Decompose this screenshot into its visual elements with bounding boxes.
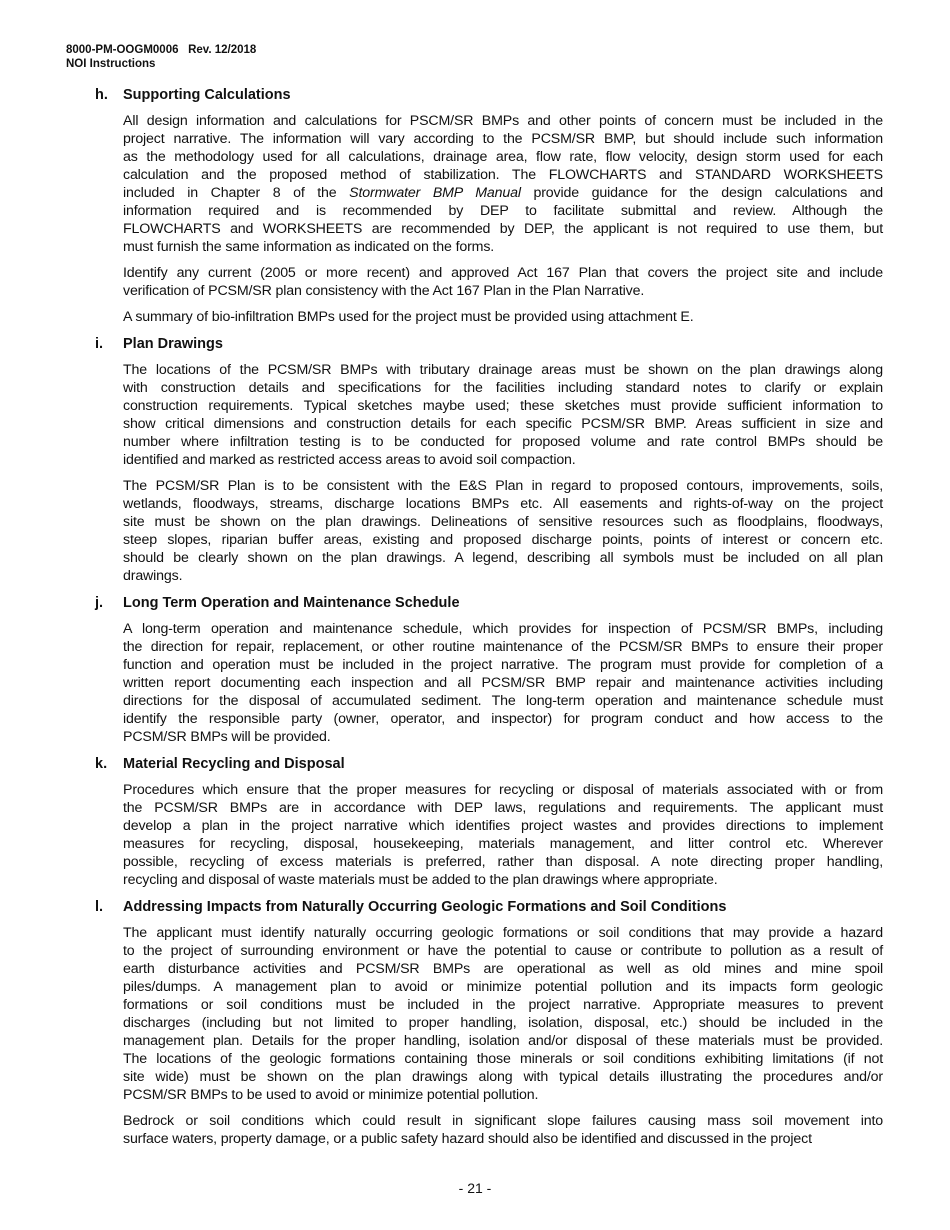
text-line: written report documenting each inspection and all PCSM/SR BMP repair and maintenance activities including <box>123 675 883 691</box>
text-line: to the project of surrounding environment or have the potential to cause or contribute to pollution as a result of <box>123 943 883 959</box>
section-title: Plan Drawings <box>123 336 223 352</box>
text-line: as the methodology used for all calculations, drainage area, flow rate, flow velocity, design storm used for each <box>123 149 883 165</box>
section-k <box>95 754 883 889</box>
paragraph <box>123 1112 883 1148</box>
paragraph <box>123 924 883 1104</box>
section-heading <box>95 897 883 917</box>
text-line: discharges (including but not limited to proper handling, isolation, disposal, etc.) should be included in the <box>123 1015 883 1031</box>
page-number: - 21 - <box>458 1180 492 1196</box>
text-line: steep slopes, riparian buffer areas, existing and proposed discharge points, points of interest or concern etc. <box>123 532 883 548</box>
section-letter: k. <box>95 756 108 772</box>
text-line: FLOWCHARTS and WORKSHEETS are recommended by DEP, the applicant is not required to use them, but <box>123 221 883 237</box>
text-line: measures for recycling, disposal, housekeeping, materials management, and litter control etc. Wherever <box>123 836 883 852</box>
text-line: should be clearly shown on the plan drawings. A legend, describing all symbols must be included on all plan <box>123 550 883 566</box>
section-heading <box>95 593 883 613</box>
doc-id: 8000-PM-OOGM0006 <box>66 44 179 56</box>
section-j <box>95 593 883 746</box>
text-line: The locations of the PCSM/SR BMPs with tributary drainage areas must be shown on the plan drawings along <box>123 362 883 378</box>
text-line: management plan. Details for the proper handling, isolation and/or disposal of these materials must be provided. <box>123 1033 883 1049</box>
section-l <box>95 897 883 1148</box>
section-heading <box>95 754 883 774</box>
text-line: PCSM/SR BMPs will be provided. <box>123 729 331 745</box>
text-line: number where infiltration testing is to be conducted for proposed volume and rate control BMPs should be <box>123 434 883 450</box>
text-line: A long-term operation and maintenance schedule, which provides for inspection of PCSM/SR BMPs, including <box>123 621 883 637</box>
paragraph <box>123 781 883 889</box>
text-line: the PCSM/SR BMPs are in accordance with DEP laws, regulations and requirements. The applicant must <box>123 800 883 816</box>
revision: Rev. 12/2018 <box>188 44 257 56</box>
section-body <box>123 781 883 889</box>
section-i <box>95 334 883 585</box>
text-line: site wide) must be shown on the plan drawings along with typical details illustrating the procedures and/or <box>123 1069 883 1085</box>
section-title: Long Term Operation and Maintenance Schedule <box>123 595 460 611</box>
text-line: information required and is recommended by DEP to facilitate submittal and review. Although the <box>123 203 883 219</box>
text-line: A summary of bio-infiltration BMPs used for the project must be provided using attachment E. <box>123 309 694 325</box>
section-title: Material Recycling and Disposal <box>123 756 345 772</box>
text-line: piles/dumps. A management plan to avoid or minimize potential pollution and its impacts form geologic <box>123 979 883 995</box>
section-heading <box>95 85 883 105</box>
text-segment: provide guidance for the design calculations and <box>520 185 883 201</box>
text-line: verification of PCSM/SR plan consistency with the Act 167 Plan in the Plan Narrative. <box>123 283 645 299</box>
text-segment: included in Chapter 8 of the <box>123 185 350 201</box>
text-line: function and operation must be included in the project narrative. The program must provide for completion of a <box>123 657 883 673</box>
paragraph <box>123 308 883 326</box>
doc-subtitle: NOI Instructions <box>66 58 156 70</box>
paragraph <box>123 620 883 746</box>
text-line: drawings. <box>123 568 183 584</box>
text-line: earth disturbance activities and PCSM/SR BMPs are operational as well as old mines and mine spoil <box>123 961 883 977</box>
section-heading <box>95 334 883 354</box>
text-line: calculation and the proposed method of stabilization. The FLOWCHARTS and STANDARD WORKSHEETS <box>123 167 883 183</box>
section-body <box>123 361 883 585</box>
section-title: Addressing Impacts from Naturally Occurring Geologic Formations and Soil Conditions <box>123 899 727 915</box>
text-line: identify the responsible party (owner, operator, and inspector) for program conduct and how access to the <box>123 711 883 727</box>
text-line: construction requirements. Typical sketches maybe used; these sketches must provide sufficient information to <box>123 398 883 414</box>
text-line: All design information and calculations for PSCM/SR BMPs and other points of concern must be included in the <box>123 113 883 129</box>
paragraph <box>123 264 883 300</box>
section-body <box>123 620 883 746</box>
text-line: develop a plan in the project narrative which identifies project wastes and provides directions to implement <box>123 818 883 834</box>
section-h <box>95 85 883 326</box>
text-line: The PCSM/SR Plan is to be consistent with the E&S Plan in regard to proposed contours, improvements, soils, <box>123 478 883 494</box>
text-line: directions for the disposal of accumulated sediment. The long-term operation and maintenance schedule must <box>123 693 883 709</box>
text-line: the direction for repair, replacement, or other routine maintenance of the PCSM/SR BMPs to ensure their proper <box>123 639 883 655</box>
text-line: identified and marked as restricted access areas to avoid soil compaction. <box>123 452 576 468</box>
section-letter: j. <box>95 595 104 611</box>
text-line: Identify any current (2005 or more recent) and approved Act 167 Plan that covers the project site and include <box>123 265 883 281</box>
text-line: with construction details and specifications for the facilities including standard notes to clarify or explain <box>123 380 883 396</box>
section-letter: l. <box>95 899 104 915</box>
section-letter: h. <box>95 87 108 103</box>
text-line: wetlands, floodways, streams, discharge locations BMPs etc. All easements and rights-of-way on the project <box>123 496 883 512</box>
doc-id-line <box>66 43 256 57</box>
italic-text: Stormwater BMP Manual <box>349 185 521 201</box>
document-header <box>66 43 256 71</box>
section-body <box>123 112 883 326</box>
section-body <box>123 924 883 1148</box>
text-line: possible, recycling of excess materials is preferred, rather than disposal. A note directing proper handling, <box>123 854 883 870</box>
text-line: The locations of the geologic formations containing those minerals or soil conditions exhibiting limitations (if not <box>123 1051 883 1067</box>
text-line: The applicant must identify naturally occurring geologic formations or soil conditions that may provide a hazard <box>123 925 883 941</box>
paragraph <box>123 477 883 585</box>
text-line: must furnish the same information as indicated on the forms. <box>123 239 495 255</box>
paragraph <box>123 112 883 256</box>
text-line <box>123 184 883 202</box>
text-line: formations or soil conditions must be included in the project narrative. Appropriate measures to prevent <box>123 997 883 1013</box>
text-line: Bedrock or soil conditions which could result in significant slope failures causing mass soil movement into <box>123 1113 883 1129</box>
text-line: recycling and disposal of waste materials must be added to the plan drawings where appropriate. <box>123 872 718 888</box>
section-letter: i. <box>95 336 104 352</box>
text-line: project narrative. The information will vary according to the PCSM/SR BMP, but should include such information <box>123 131 883 147</box>
text-line: PCSM/SR BMPs to be used to avoid or minimize potential pollution. <box>123 1087 539 1103</box>
text-line: show critical dimensions and construction details for each specific PCSM/SR BMP. Areas sufficient in size and <box>123 416 883 432</box>
document-body <box>95 85 883 1156</box>
text-line: Procedures which ensure that the proper measures for recycling or disposal of materials associated with or from <box>123 782 883 798</box>
text-line: surface waters, property damage, or a public safety hazard should also be identified and discussed in the project <box>123 1131 812 1147</box>
text-line: site must be shown on the plan drawings. Delineations of sensitive resources such as floodplains, floodways, <box>123 514 883 530</box>
paragraph <box>123 361 883 469</box>
section-title: Supporting Calculations <box>123 87 291 103</box>
